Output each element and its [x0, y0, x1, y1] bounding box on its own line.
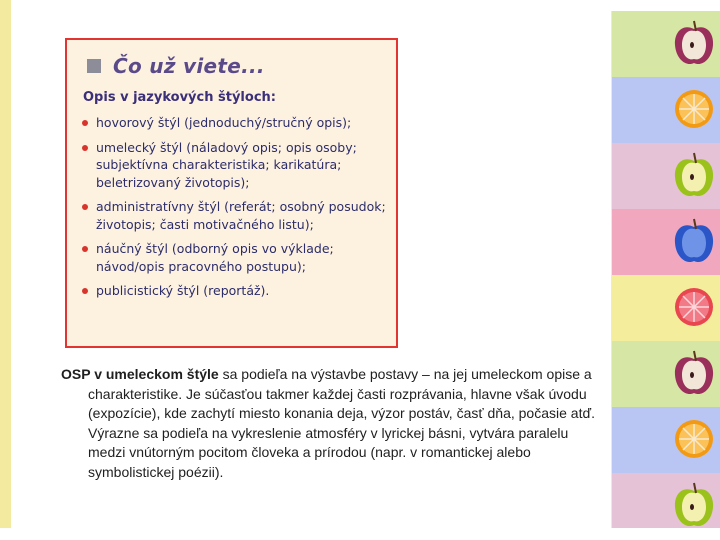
list-item — [81, 198, 389, 233]
square-bullet-icon — [87, 59, 101, 73]
apple-green-icon — [672, 479, 716, 531]
orange-slice-icon — [672, 83, 716, 135]
style-list — [81, 114, 389, 307]
list-item — [81, 240, 389, 275]
apple-blue-icon — [672, 215, 716, 267]
paragraph-1-text: sa podieľa na výstavbe postavy – na jej umeleckom opise a charakteristike. Je súčasťou takmer každej časti rozprávania, hlavne však úvodu (expozície), kde zachytí miesto konania deja, výzor postáv, časť dňa, počasie atď. — [88, 366, 595, 421]
list-item — [81, 114, 389, 132]
recap-box-header — [87, 50, 265, 82]
apple-purple-icon — [672, 347, 716, 399]
recap-box-title: Čo už viete... — [113, 54, 265, 78]
recap-box — [65, 38, 398, 348]
fruit-tile — [611, 11, 720, 77]
list-item — [81, 282, 389, 300]
bullet-icon — [82, 288, 88, 294]
bullet-icon — [82, 204, 88, 210]
grapefruit-slice-icon — [672, 281, 716, 333]
list-item-text: náučný štýl (odborný opis vo výklade; návod/opis pracovného postupu); — [96, 241, 334, 274]
fruit-tile — [611, 275, 720, 341]
fruit-tile-rail — [611, 11, 720, 528]
paragraph-2: Výrazne sa podieľa na vykreslenie atmosféry v lyrickej básni, vytvára paralelu medzi vnútorným pocitom človeka a prírodou (napr. v romantickej alebo symbolistickej poézii). — [88, 424, 569, 480]
fruit-tile — [611, 209, 720, 275]
left-decorative-stripe — [0, 0, 11, 528]
list-item-text: publicistický štýl (reportáž). — [96, 283, 270, 298]
orange-slice-icon — [672, 413, 716, 465]
fruit-tile — [611, 341, 720, 407]
body-text — [61, 365, 606, 482]
fruit-tile — [611, 407, 720, 473]
apple-purple-icon — [672, 17, 716, 69]
list-item-text: administratívny štýl (referát; osobný posudok; životopis; časti motivačného listu); — [96, 199, 386, 232]
bullet-icon — [82, 145, 88, 151]
list-item — [81, 139, 389, 192]
fruit-tile — [611, 143, 720, 209]
apple-green-icon — [672, 149, 716, 201]
fruit-tile — [611, 77, 720, 143]
bullet-icon — [82, 120, 88, 126]
recap-box-subtitle: Opis v jazykových štýloch: — [83, 90, 276, 105]
list-item-text: hovorový štýl (jednoduchý/stručný opis); — [96, 115, 352, 130]
paragraph-1 — [61, 365, 606, 424]
fruit-tile — [611, 473, 720, 528]
bullet-icon — [82, 246, 88, 252]
paragraph-lead: OSP v umeleckom štýle — [61, 366, 219, 382]
list-item-text: umelecký štýl (náladový opis; opis osoby; subjektívna charakteristika; karikatúra; beletrizovaný životopis); — [96, 139, 357, 190]
